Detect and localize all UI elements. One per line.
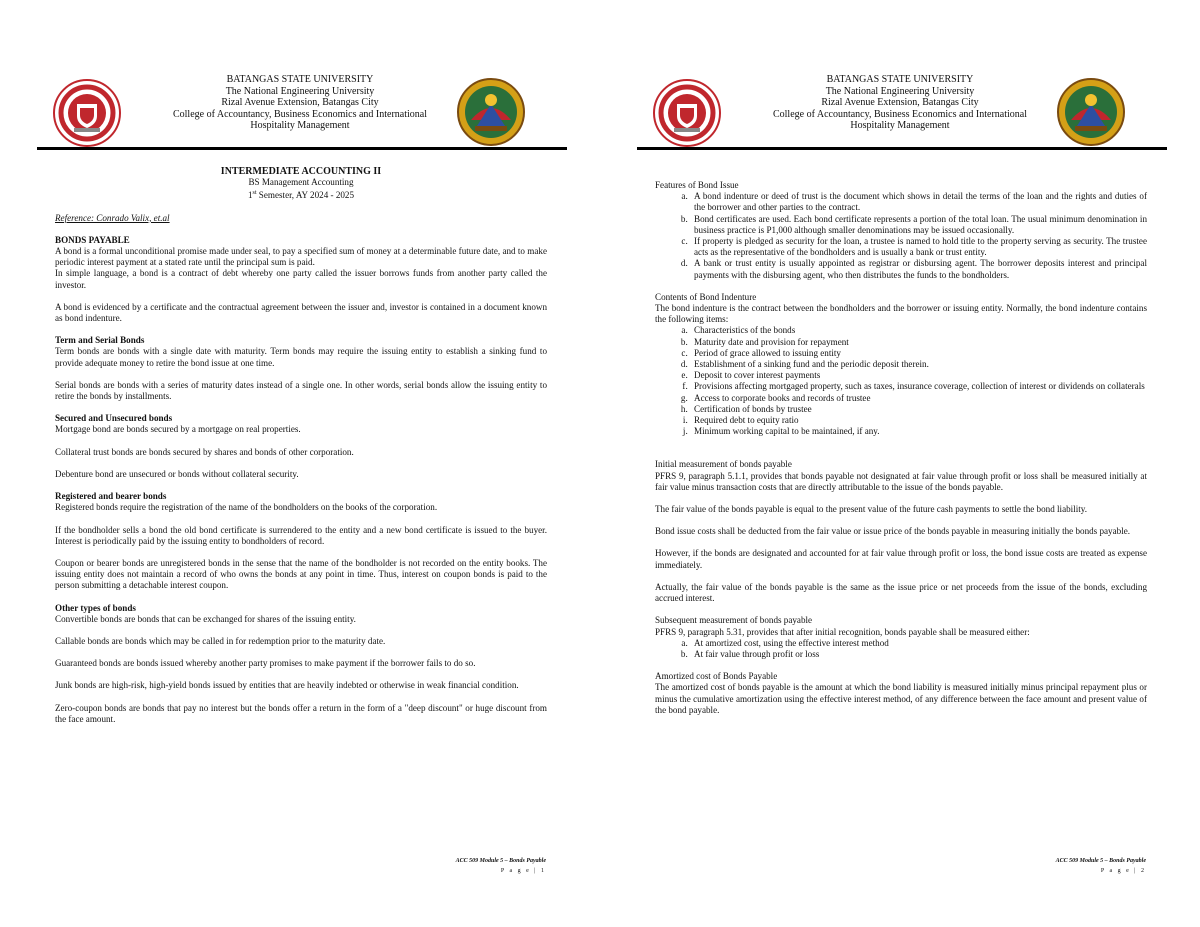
list-item: c. If property is pledged as security for the loan, a trustee is named to hold title to the property serving as security. The trustee acts as the representative of the bondholders and is usually a bank or trust entity. (690, 236, 1147, 258)
course-title: INTERMEDIATE ACCOUNTING II (220, 166, 382, 177)
paragraph: Debenture bond are unsecured or bonds without collateral security. (55, 468, 299, 479)
list-item: a. Characteristics of the bonds (690, 325, 1147, 336)
paragraph: Convertible bonds are bonds that can be exchanged for shares of the issuing entity. (55, 613, 356, 624)
list-item: f. Provisions affecting mortgaged property, such as taxes, insurance coverage, collection of interest or dividends on collaterals (690, 381, 1147, 392)
document-page-2 (600, 0, 1200, 927)
reference-line: Reference: Conrado Valix, et.al (55, 212, 170, 223)
page-footer (380, 856, 546, 876)
list-item: d. Establishment of a sinking fund and the periodic deposit therein. (690, 359, 1147, 370)
paragraph: Actually, the fair value of the bonds payable is the same as the issue price or net proceeds from the issue of the bonds, excluding accrued interest. (655, 581, 1147, 604)
section-heading: Secured and Unsecured bonds (55, 413, 173, 424)
university-tagline: The National Engineering University (825, 85, 975, 97)
university-address: Rizal Avenue Extension, Batangas City (221, 97, 379, 108)
section-heading: Features of Bond Issue (655, 180, 739, 190)
college-name: College of Accountancy, Business Economics and International (172, 108, 427, 120)
paragraph: Collateral trust bonds are bonds secured by shares and bonds of other corporation. (55, 446, 354, 457)
paragraph: Serial bonds are bonds with a series of maturity dates instead of a single one. In other words, serial bonds allow the issuing entity to retire the bonds by installments. (55, 379, 547, 402)
section-heading: BONDS PAYABLE (55, 234, 130, 245)
batangas-city-seal (457, 76, 525, 148)
paragraph: The amortized cost of bonds payable is the amount at which the bond liability is measured initially minus principal repayment plus or minus the cumulative amortization using the effective interest method, of any difference between the face amount and present value of the bond payable. (655, 682, 1147, 715)
list-item: e. Deposit to cover interest payments (690, 370, 1147, 381)
footer-page-number: P a g e | 2 (1100, 868, 1146, 874)
section-heading: Term and Serial Bonds (55, 335, 145, 346)
paragraph: Callable bonds are bonds which may be called in for redemption prior to the maturity date. (55, 635, 386, 646)
university-address: Rizal Avenue Extension, Batangas City (821, 97, 979, 108)
page-footer (980, 856, 1146, 876)
header-rule (637, 147, 1167, 150)
university-header-text (740, 74, 1060, 132)
section-heading: Contents of Bond Indenture (655, 291, 757, 302)
paragraph: Registered bonds require the registration of the name of the bondholders on the books of the corporation. (55, 502, 438, 513)
paragraph: Coupon or bearer bonds are unregistered bonds in the sense that the name of the bondholder is not recorded on the entity books. The issuing entity does not maintain a record of who owns the bonds at any point in time. Thus, interest on coupon bonds is paid to the person submitting a detachable interest coupon. (55, 557, 547, 591)
list-item: a. At amortized cost, using the effective interest method (690, 638, 1147, 649)
features-list (655, 191, 1147, 281)
list-item: d. A bank or trust entity is usually appointed as registrar or disbursing agent. The borrower deposits interest and principal payments with the disbursing agent, who then distributes the funds to the bondholders. (690, 258, 1147, 280)
paragraph: If the bondholder sells a bond the old bond certificate is surrendered to the entity and a new bond certificate is issued to the buyer. Interest is periodically paid by the issuing entity to bondholders of record. (55, 524, 547, 546)
university-tagline: The National Engineering University (225, 85, 375, 97)
batangas-city-seal (1057, 76, 1125, 148)
paragraph: A bond is evidenced by a certificate and the contractual agreement between the issuer and, investor is contained in a document known as bond indenture. (55, 301, 547, 324)
paragraph: PFRS 9, paragraph 5.1.1, provides that bonds payable not designated at fair value through profit or loss shall be measured initially at fair value minus transaction costs that are directly attributable to the issue of the bonds payable. (655, 470, 1147, 492)
list-item: b. Maturity date and provision for repayment (690, 337, 1147, 348)
college-name: College of Accountancy, Business Economics and International (772, 108, 1027, 120)
page-header (600, 72, 1200, 142)
program-name: BS Management Accounting (248, 177, 354, 188)
page-body (655, 180, 1147, 716)
subsequent-list (655, 638, 1147, 660)
batstateu-logo (652, 78, 722, 148)
section-heading: Registered and bearer bonds (55, 491, 167, 502)
paragraph: Mortgage bond are bonds secured by a mortgage on real properties. (55, 424, 301, 435)
page-body (55, 166, 547, 725)
list-item: a. A bond indenture or deed of trust is the document which shows in detail the terms of the loan and the rights and duties of the borrower and other parties to the contract. (690, 191, 1147, 213)
list-item: c. Period of grace allowed to issuing entity (690, 348, 1147, 359)
college-name-cont: Hospitality Management (850, 120, 950, 131)
semester-text: Semester, AY 2024 - 2025 (256, 190, 355, 201)
list-item: j. Minimum working capital to be maintained, if any. (690, 426, 1147, 437)
footer-page-number: P a g e | 1 (500, 868, 546, 874)
list-item: i. Required debt to equity ratio (690, 415, 1147, 426)
paragraph: A bond is a formal unconditional promise made under seal, to pay a specified sum of money at a determinable future date, and to make periodic interest payment at a stated rate until the principal sum is paid. (55, 246, 547, 268)
paragraph: Bond issue costs shall be deducted from the fair value or issue price of the bonds payable in measuring initially the bonds payable. (655, 526, 1131, 537)
paragraph: The fair value of the bonds payable is equal to the present value of the future cash payments to settle the bond liability. (655, 504, 1087, 515)
contents-list (655, 325, 1147, 437)
list-item: b. Bond certificates are used. Each bond certificate represents a portion of the total loan. The usual minimum denomination in business practice is P1,000 although smaller denominations may be issued occasionally. (690, 214, 1147, 236)
section-heading: Other types of bonds (55, 602, 136, 613)
paragraph: Zero-coupon bonds are bonds that pay no interest but the bonds offer a return in the form of a "deep discount" or huge discount from the face amount. (55, 702, 547, 724)
semester-number: 1 (247, 190, 253, 201)
list-item: b. At fair value through profit or loss (690, 649, 1147, 660)
header-rule (37, 147, 567, 150)
college-name-cont: Hospitality Management (250, 120, 350, 131)
paragraph: PFRS 9, paragraph 5.31, provides that after initial recognition, bonds payable shall be measured either: (655, 626, 1030, 637)
paragraph: In simple language, a bond is a contract of debt whereby one party called the issuer borrows funds from another party called the investor. (55, 268, 547, 290)
section-heading: Subsequent measurement of bonds payable (655, 615, 813, 626)
paragraph: Junk bonds are high-risk, high-yield bonds issued by entities that are heavily indebted or otherwise in weak financial condition. (55, 680, 519, 691)
semester-ordinal: st (252, 190, 257, 197)
semester-line (55, 188, 547, 201)
footer-module: ACC 509 Module 5 – Bonds Payable (455, 858, 546, 864)
paragraph: The bond indenture is the contract between the bondholders and the borrower or issuing entity. Normally, the bond indenture contains the following items: (655, 303, 1147, 325)
university-header-text (140, 74, 460, 132)
page-header (0, 72, 600, 142)
university-name: BATANGAS STATE UNIVERSITY (826, 74, 974, 85)
list-item: g. Access to corporate books and records of trustee (690, 393, 1147, 404)
paragraph: Guaranteed bonds are bonds issued whereby another party promises to make payment if the borrower fails to do so. (55, 658, 476, 669)
paragraph: Term bonds are bonds with a single date with maturity. Term bonds may require the issuing entity to establish a sinking fund to provide adequate money to retire the bond issue at one time. (55, 346, 547, 368)
batstateu-logo (52, 78, 122, 148)
section-heading: Amortized cost of Bonds Payable (655, 671, 778, 682)
university-name: BATANGAS STATE UNIVERSITY (226, 74, 374, 85)
paragraph: However, if the bonds are designated and accounted for at fair value through profit or loss, the bond issue costs are treated as expense immediately. (655, 548, 1147, 570)
list-item: h. Certification of bonds by trustee (690, 404, 1147, 415)
footer-module: ACC 509 Module 5 – Bonds Payable (1055, 858, 1146, 864)
section-heading: Initial measurement of bonds payable (655, 459, 792, 470)
